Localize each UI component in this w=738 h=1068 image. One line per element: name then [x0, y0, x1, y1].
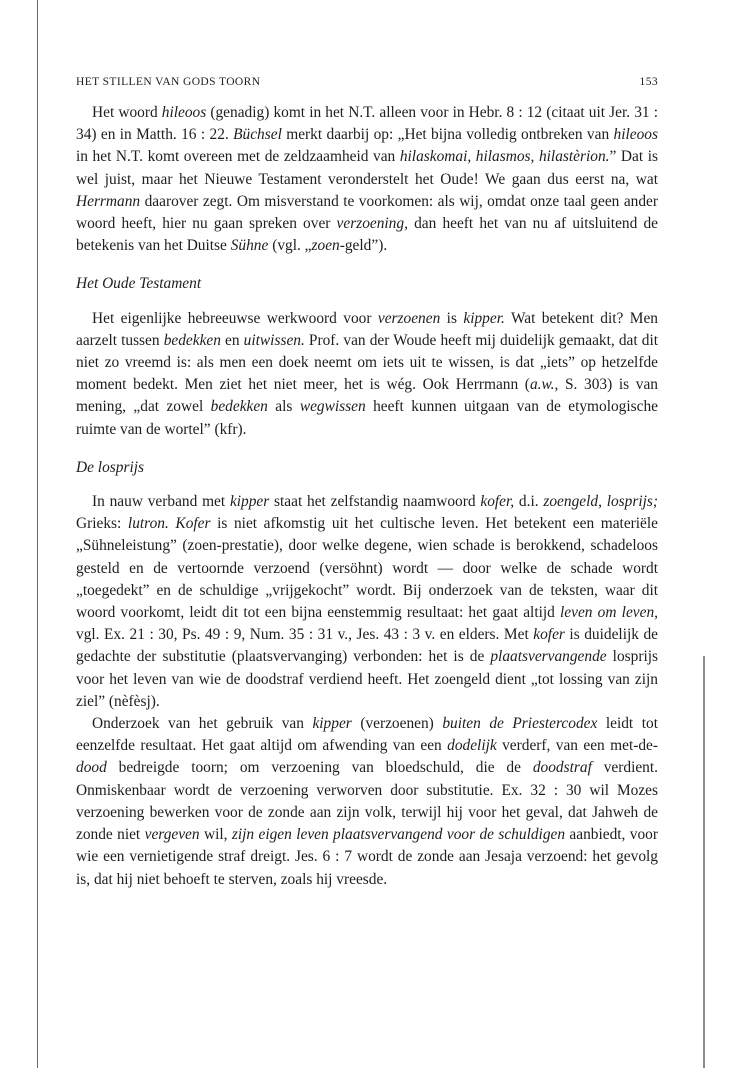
- paragraph-hileoos: Het woord hileoos (genadig) komt in het N.T. alleen voor in Hebr. 8 : 12 (citaat uit Jer. 31 : 34) en in Matth. 16 : 22. Büchsel merkt daarbij op: „Het bijna volledig ontbreken van hileoos in het N.T. komt overeen met de zeldzaamheid van hilaskomai, hilasmos, hilastèrion.” Dat is wel juist, maar het Nieuwe Testament veronderstelt het Oude! We gaan dus eerst na, wat Herrmann daarover zegt. Om misverstand te voorkomen: als wij, omdat onze taal geen ander woord heeft, hier nu gaan spreken over verzoening, dan heeft het van nu af uitsluitend de betekenis van het Duitse Sühne (vgl. „zoen-geld”).: [76, 104, 658, 255]
- section-heading-oude-testament: Het Oude Testament: [76, 275, 202, 293]
- scan-right-edge-line: [703, 656, 705, 1068]
- running-title: HET STILLEN VAN GODS TOORN: [76, 76, 261, 88]
- running-header: [76, 76, 658, 88]
- scan-left-edge-line: [37, 0, 38, 1068]
- paragraph-kipper: Het eigenlijke hebreeuwse werkwoord voor verzoenen is kipper. Wat betekent dit? Men aarzelt tussen bedekken en uitwissen. Prof. van der Woude heeft mij duidelijk gemaakt, dat dit niet zo vreemd is: als men een doek neemt om iets uit te wissen, is dat „iets” op hetzelfde moment bedekt. Men ziet het niet meer, het is wég. Ook Herrmann (a.w., S. 303) is van mening, „dat zowel bedekken als wegwissen heeft kunnen uitgaan van de etymologische ruimte van de wortel” (kfr).: [76, 309, 659, 438]
- page-body: [76, 102, 658, 891]
- paragraph-kofer: In nauw verband met kipper staat het zelfstandig naamwoord kofer, d.i. zoengeld, losprijs; Grieks: lutron. Kofer is niet afkomstig uit het cultische leven. Het betekent een materiële „Sühneleistung” (zoen-prestatie), door welke degene, wien schade is berokkend, schadeloos gesteld en de vertoornde verzoend (versöhnt) wordt — door welke de schade wordt „toegedekt” en de schuldige „vrijgekocht” wordt. Bij onderzoek van de teksten, waar dit woord voorkomt, leidt dit tot een bijna eenstemmig resultaat: het gaat altijd leven om leven, vgl. Ex. 21 : 30, Ps. 49 : 9, Num. 35 : 31 v., Jes. 43 : 3 v. en elders. Met kofer is duidelijk de gedachte der substitutie (plaatsvervanging) verbonden: het is de plaatsvervangende losprijs voor het leven van wie de doodstraf verdiend heeft. Het zoengeld dient „tot lossing van zijn ziel” (nèfèsj).: [76, 493, 659, 710]
- paragraph-kipper-buiten-priestercodex: Onderzoek van het gebruik van kipper (verzoenen) buiten de Priestercodex leidt tot eenzelfde resultaat. Het gaat altijd om afwending van een dodelijk verderf, van een met-de-dood bedreigde toorn; om verzoening van bloedschuld, die de doodstraf verdient. Onmiskenbaar wordt de verzoening verworven door substitutie. Ex. 32 : 30 wil Mozes verzoening bewerken voor de zonde aan zijn volk, terwijl hij voor het geval, dat Jahweh de zonde niet vergeven wil, zijn eigen leven plaatsvervangend voor de schuldigen aanbiedt, voor wie een vernietigende straf dreigt. Jes. 6 : 7 wordt de zonde aan Jesaja verzoend: het gevolg is, dat hij niet behoeft te sterven, zoals hij vreesde.: [76, 715, 659, 888]
- section-heading-losprijs: De losprijs: [76, 458, 144, 476]
- page-number: 153: [639, 76, 658, 88]
